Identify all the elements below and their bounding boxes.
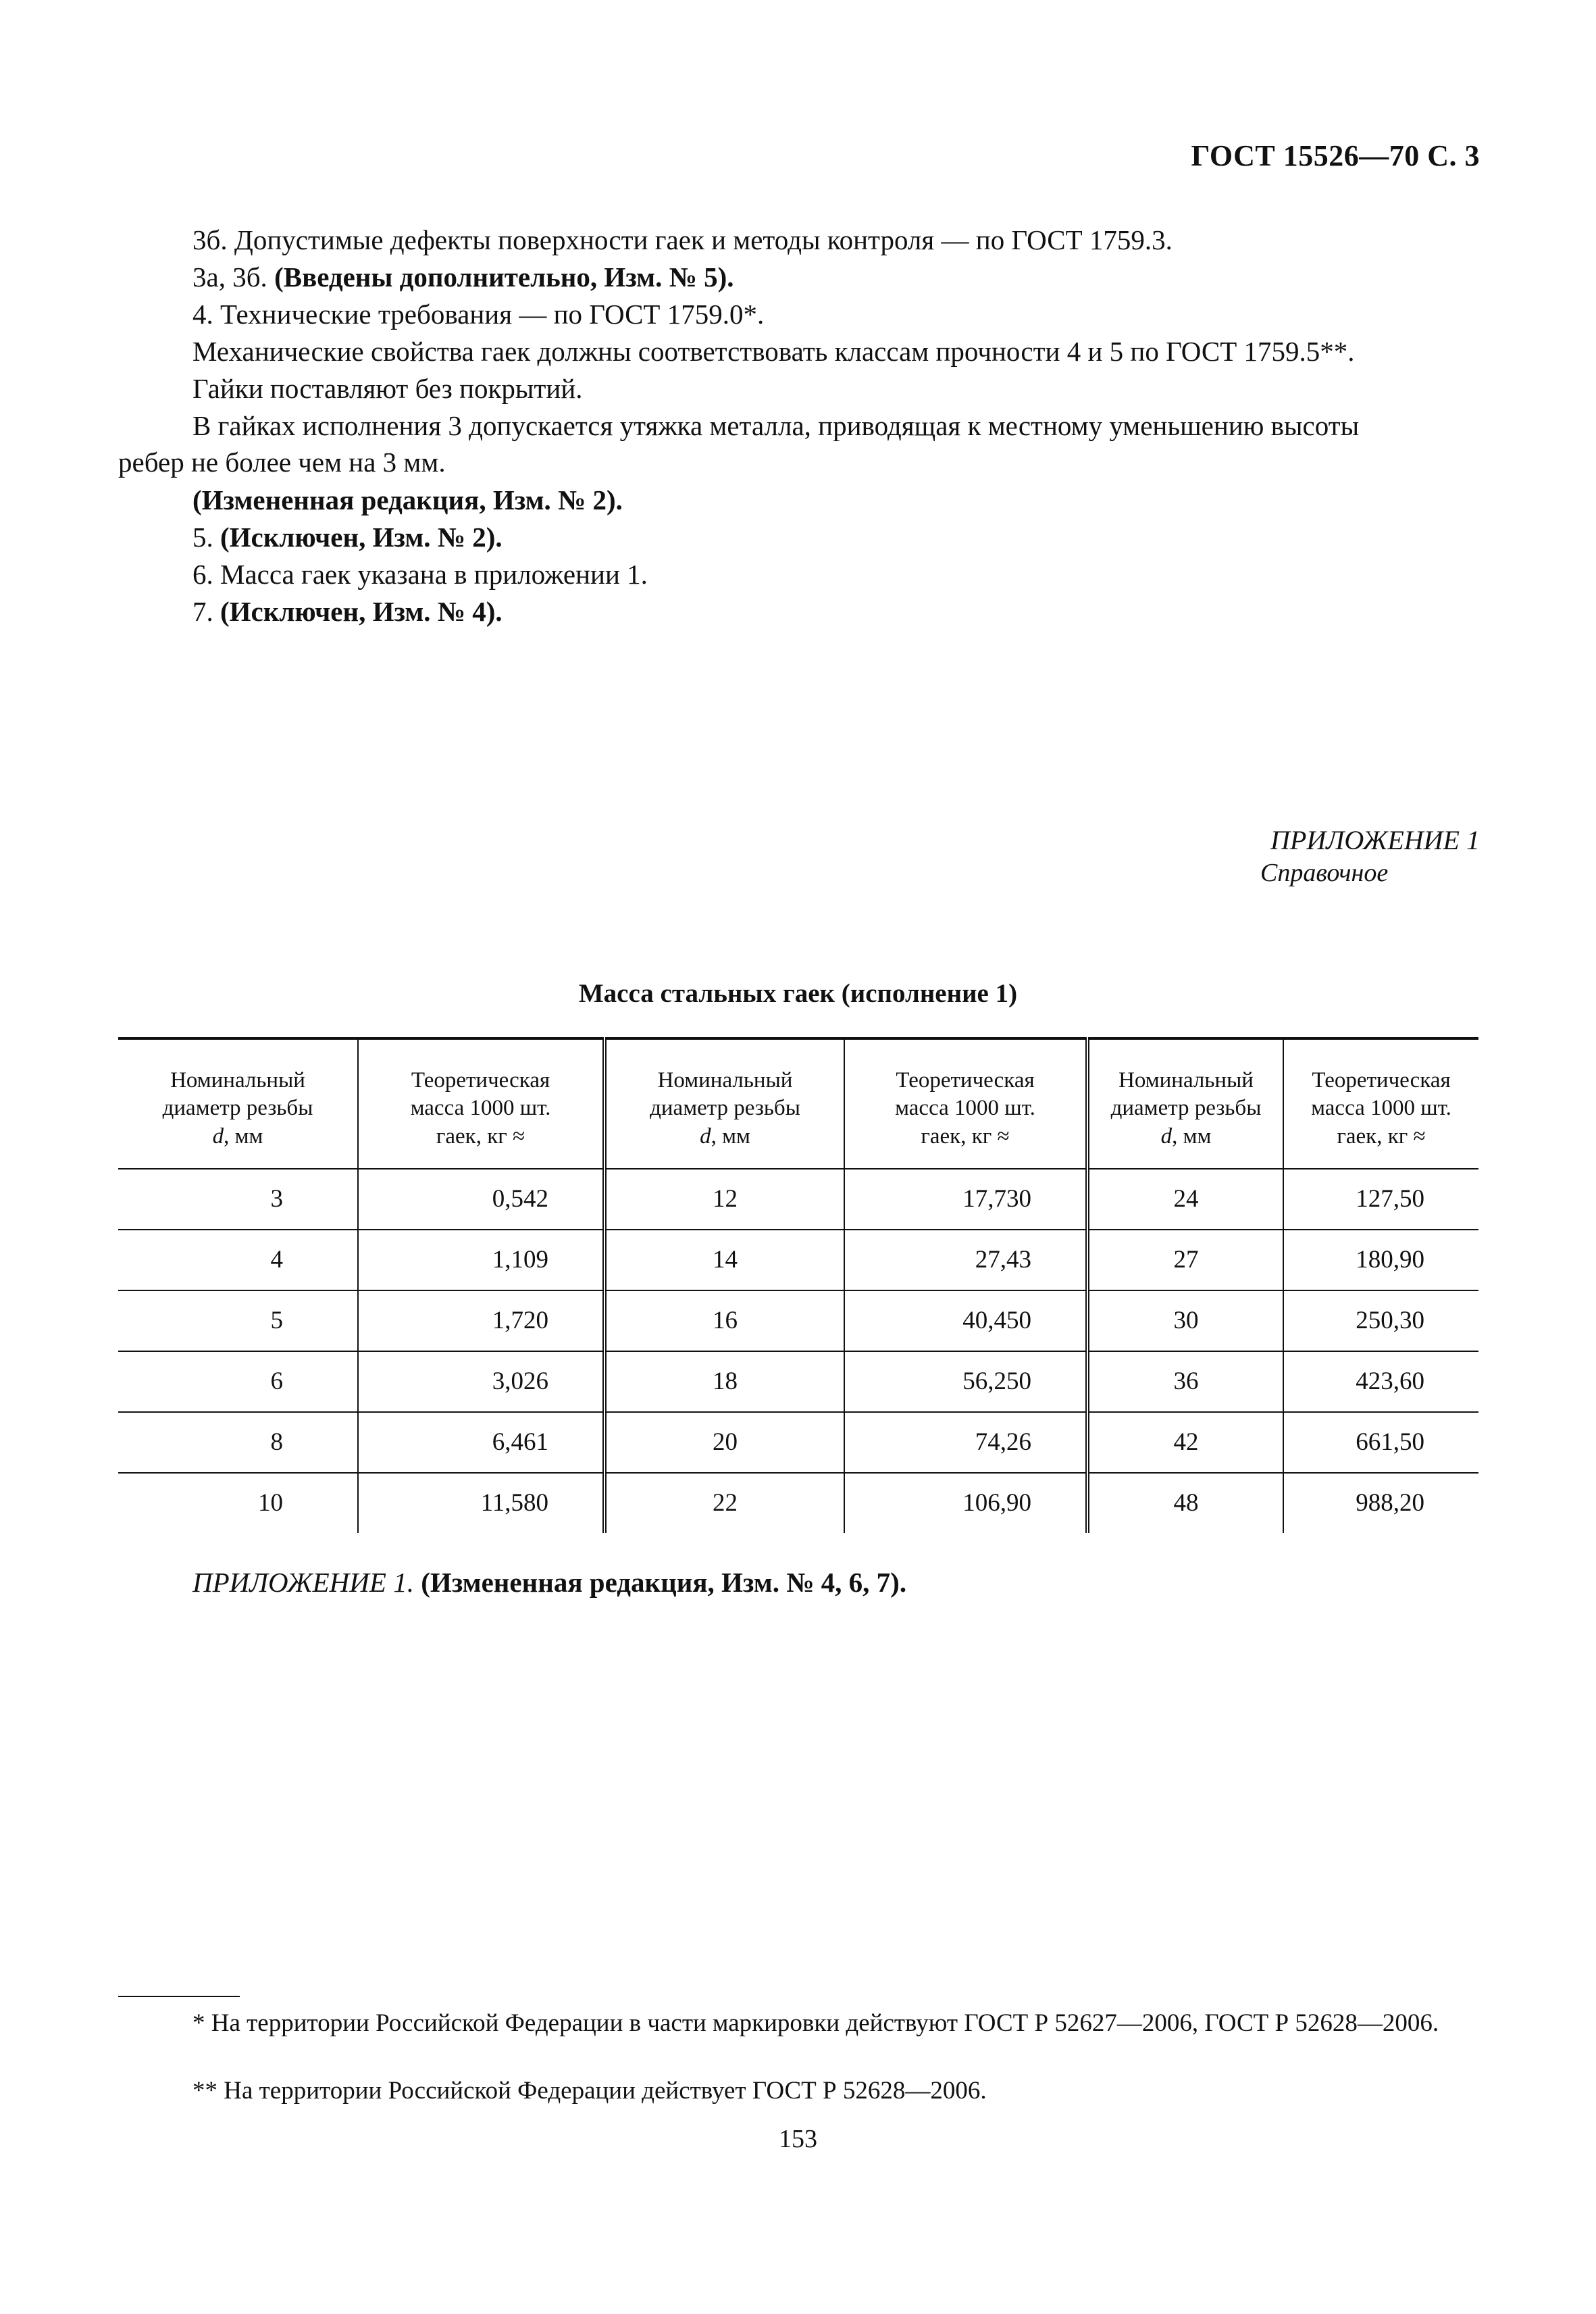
unit-label: , мм [711,1124,750,1149]
unit-label: , мм [1172,1124,1212,1149]
diameter-cell: 18 [604,1351,844,1412]
column-header-line: гаек, кг ≈ [436,1124,525,1149]
column-header-line: Номинальный [170,1068,305,1092]
unit-symbol: d [212,1124,224,1149]
unit-label: , мм [224,1124,263,1149]
appendix-title: ПРИЛОЖЕНИЕ 1 [1270,825,1480,855]
unit-symbol: d [1160,1124,1173,1149]
column-header-6 [1283,1038,1478,1169]
paragraph-6: 6. Масса гаек указана в приложении 1. [192,559,648,590]
mass-cell: 423,60 [1283,1351,1478,1412]
column-header-line: Номинальный [1118,1068,1254,1092]
table-row [118,1230,1478,1290]
appendix-amendment-note [192,1566,906,1599]
mass-cell: 6,461 [358,1412,604,1473]
mass-cell: 3,026 [358,1351,604,1412]
diameter-cell: 48 [1087,1473,1283,1533]
diameter-cell: 3 [118,1169,358,1230]
paragraph-5 [192,520,503,555]
mass-cell: 17,730 [844,1169,1087,1230]
mass-table [118,1037,1478,1533]
diameter-cell: 14 [604,1230,844,1290]
table-row [118,1412,1478,1473]
column-header-line: Теоретическая [1312,1068,1451,1092]
amendment-note-text: (Измененная редакция, Изм. № 2). [192,484,623,515]
mass-cell: 1,720 [358,1290,604,1351]
column-header-line: Теоретическая [411,1068,550,1092]
paragraph-4: 4. Технические требования — по ГОСТ 1759.0*. [192,299,765,330]
mass-cell: 180,90 [1283,1230,1478,1290]
paragraph-prefix: 5. [192,522,220,553]
column-header-line: масса 1000 шт. [1311,1096,1451,1121]
diameter-cell: 24 [1087,1169,1283,1230]
diameter-cell: 12 [604,1169,844,1230]
table-caption: Масса стальных гаек (исполнение 1) [578,979,1018,1008]
footnote-1: * На территории Российской Федерации в части маркировки действуют ГОСТ Р 52627—2006, ГОСТ Р 52628—2006. [192,2009,1439,2037]
page-header: ГОСТ 15526—70 С. 3 [1191,139,1480,172]
column-header-line [122,1123,353,1151]
paragraph-version3-line1: В гайках исполнения 3 допускается утяжка металла, приводящая к местному уменьшению высоты [192,410,1360,441]
paragraph-3b: 3б. Допустимые дефекты поверхности гаек и методы контроля — по ГОСТ 1759.3. [192,224,1173,255]
mass-cell: 250,30 [1283,1290,1478,1351]
paragraph-7 [192,595,503,629]
paragraph-3a-3b-note [192,260,733,295]
column-header-4 [844,1038,1087,1169]
mass-cell: 40,450 [844,1290,1087,1351]
excluded-note: (Исключен, Изм. № 4). [220,596,503,627]
table-body [118,1169,1478,1533]
diameter-cell: 16 [604,1290,844,1351]
column-header-line [1093,1123,1279,1151]
mass-cell: 661,50 [1283,1412,1478,1473]
mass-cell: 0,542 [358,1169,604,1230]
column-header-line: диаметр резьбы [162,1096,313,1121]
paragraph-coating: Гайки поставляют без покрытий. [192,373,583,404]
footnote-divider [118,1996,240,1997]
mass-cell: 106,90 [844,1473,1087,1533]
excluded-note: (Исключен, Изм. № 2). [220,522,503,553]
diameter-cell: 22 [604,1473,844,1533]
diameter-cell: 42 [1087,1412,1283,1473]
diameter-cell: 10 [118,1473,358,1533]
mass-cell: 988,20 [1356,1489,1424,1517]
table-row [118,1351,1478,1412]
diameter-cell: 30 [1087,1290,1283,1351]
amendment-note: (Введены дополнительно, Изм. № 5). [274,261,734,293]
paragraph-prefix: 3а, 3б. [192,261,275,293]
amendment-note-2 [192,483,623,518]
column-header-1 [118,1038,358,1169]
column-header-line [611,1123,840,1151]
appendix-note-text: (Измененная редакция, Изм. № 4, 6, 7). [421,1567,907,1598]
column-header-2 [358,1038,604,1169]
unit-symbol: d [700,1124,711,1149]
diameter-cell: 6 [118,1351,358,1412]
mass-cell: 127,50 [1283,1169,1478,1230]
paragraph-prefix: 7. [192,596,220,627]
diameter-cell: 36 [1087,1351,1283,1412]
appendix-subtitle: Справочное [1260,859,1389,887]
table-row [118,1169,1478,1230]
page-number: 153 [779,2125,817,2153]
column-header-line: масса 1000 шт. [410,1096,551,1121]
column-header-line: Номинальный [657,1068,793,1092]
column-header-3 [604,1038,844,1169]
mass-cell: 56,250 [844,1351,1087,1412]
table-row [118,1473,1478,1533]
column-header-5 [1087,1038,1283,1169]
column-header-line: гаек, кг ≈ [921,1124,1010,1149]
diameter-cell: 20 [604,1412,844,1473]
table-row [118,1290,1478,1351]
appendix-note-label: ПРИЛОЖЕНИЕ 1. [192,1567,414,1598]
mass-cell: 11,580 [358,1473,604,1533]
column-header-line: масса 1000 шт. [895,1096,1035,1121]
paragraph-version3-line2: ребер не более чем на 3 мм. [118,447,446,478]
column-header-line: Теоретическая [896,1068,1035,1092]
diameter-cell: 5 [118,1290,358,1351]
mass-cell: 74,26 [844,1412,1087,1473]
mass-cell: 27,43 [844,1230,1087,1290]
column-header-line: диаметр резьбы [650,1096,800,1121]
diameter-cell: 8 [118,1412,358,1473]
column-header-line: гаек, кг ≈ [1337,1124,1426,1149]
footnote-2: ** На территории Российской Федерации действует ГОСТ Р 52628—2006. [192,2077,987,2105]
paragraph-mechanical: Механические свойства гаек должны соответствовать классам прочности 4 и 5 по ГОСТ 1759.5**. [192,336,1355,367]
mass-cell: 1,109 [358,1230,604,1290]
column-header-line: диаметр резьбы [1110,1096,1262,1121]
table-header-row [118,1038,1478,1169]
diameter-cell: 27 [1087,1230,1283,1290]
diameter-cell: 4 [118,1230,358,1290]
